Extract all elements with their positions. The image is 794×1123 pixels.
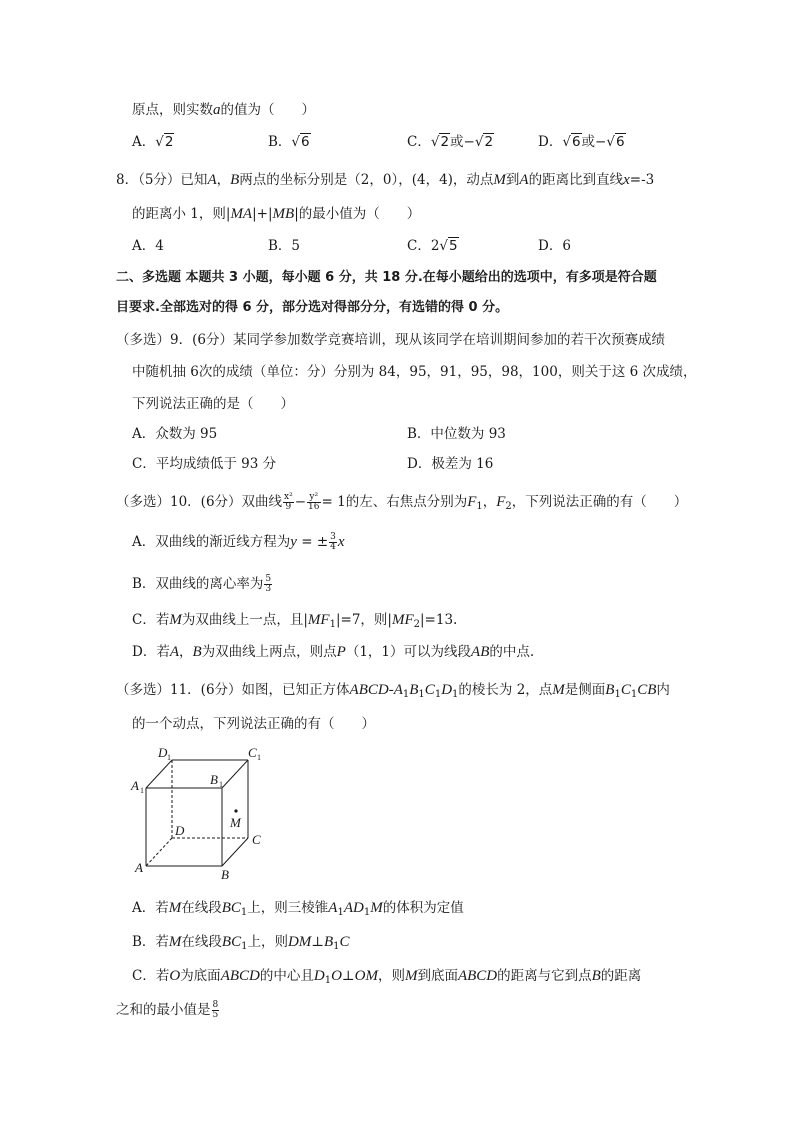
q11-option-c-line2: 之和的最小值是 $\frac{8}{5}$ [116, 1000, 219, 1020]
q10-option-a: A．双曲线的渐近线方程为y = ± $\frac{3}{4}$ x [132, 532, 345, 552]
q10-stem: （多选）10．(6分）双曲线 $\frac{\text{x²}}{9}$ − $\frac{\text{y²}}{16}$ = 1的左、右焦点分别为$F_1$，$F_2$，下列说法正确的有（ ） [116, 492, 688, 512]
q11-option-a: A．若M在线段$BC_1$上，则三棱锥$A_1AD_1M$的体积为定值 [132, 900, 464, 918]
q11-option-c-line1: C．若O为底面ABCD的中心且$D_1O\perp OM$，则M到底面ABCD的距离与它到点B的距离 [132, 968, 642, 986]
q10-option-b: B．双曲线的离心率为 $\frac{5}{3}$ [132, 574, 272, 594]
q10-frac-y: $\frac{\text{y²}}{16}$ [308, 492, 320, 512]
q8-stem-line2: 的距离小 1，则|MA|+|MB|的最小值为（ ） [132, 206, 421, 222]
q9-option-a: A．众数为 95 [132, 426, 218, 442]
edge-d-a-hidden [146, 838, 172, 866]
label-d: D [175, 823, 185, 838]
section2-heading-line2: 目要求.全部选对的得 6 分，部分选对得部分分，有选错的得 0 分。 [116, 300, 509, 315]
q8-stem-line1: 8．（5分）已知A，B两点的坐标分别是（2，0），(4，4)，动点M到A的距离比到直线x=-3 [116, 172, 655, 188]
label-b1: B [210, 772, 218, 787]
edge-b1-c1 [222, 760, 248, 788]
q8-option-a: A．4 [132, 238, 164, 254]
edge-a1-d1 [146, 760, 172, 788]
cube-figure [128, 740, 278, 882]
q9-option-b: B．中位数为 93 [407, 426, 506, 442]
q7-continuation: 原点，则实数a的值为（ ） [132, 102, 315, 118]
label-a1: A [131, 778, 139, 793]
q9-option-c: C．平均成绩低于 93 分 [132, 456, 277, 472]
q10-frac-x: $\frac{\text{x²}}{9}$ [284, 492, 293, 512]
point-m [234, 809, 237, 812]
label-c1-sub: 1 [257, 753, 261, 762]
q10-option-c: C．若M为双曲线上一点，且$|MF_1|=7$，则$|MF_2|=13$. [132, 612, 458, 630]
section2-heading-line1: 二、多选题 本题共 3 小题，每小题 6 分，共 18 分.在每小题给出的选项中，有多项是符合题 [116, 270, 657, 285]
q9-option-d: D．极差为 16 [407, 456, 494, 472]
label-m: M [230, 815, 241, 830]
q7-option-d: D．√6或−√6 [538, 134, 625, 150]
q7-option-a: A．√2 [132, 134, 174, 150]
q8-option-b: B．5 [268, 238, 301, 254]
q11-option-b: B．若M在线段$BC_1$上，则$DM\perp B_1C$ [132, 934, 350, 952]
q11-stem-line1: （多选）11．(6分）如图，已知正方体ABCD-$A_1B_1C_1D_1$的棱长为 2，点M是侧面$B_1C_1CB$内 [116, 682, 670, 700]
edge-b-c [222, 838, 248, 866]
label-a1-sub: 1 [140, 786, 144, 795]
q9-stem-line2: 中随机抽 6次的成绩（单位：分）分别为 84，95，91，95，98，100，则关于这 6 次成绩， [132, 364, 697, 380]
label-b: B [221, 867, 229, 882]
q8-option-d: D．6 [538, 238, 571, 254]
q11-stem-line2: 的一个动点，下列说法正确的有（ ） [132, 716, 375, 732]
label-d1-sub: 1 [167, 753, 171, 762]
q9-stem-line1: （多选）9．(6分）某同学参加数学竞赛培训，现从该同学在培训期间参加的若干次预赛成绩 [116, 332, 665, 348]
label-b1-sub: 1 [219, 780, 223, 789]
q7-option-c: C．√2或−√2 [407, 134, 494, 150]
label-d1: D [158, 745, 168, 760]
label-c1: C [248, 745, 257, 760]
label-a: A [135, 860, 143, 875]
label-c: C [252, 832, 261, 847]
q9-stem-line3: 下列说法正确的是（ ） [132, 396, 294, 412]
q7-option-b: B．√6 [268, 134, 310, 150]
q10-option-d: D．若A，B为双曲线上两点，则点P（1，1）可以为线段AB的中点. [132, 644, 535, 660]
q8-option-c: C．2√5 [407, 238, 458, 254]
